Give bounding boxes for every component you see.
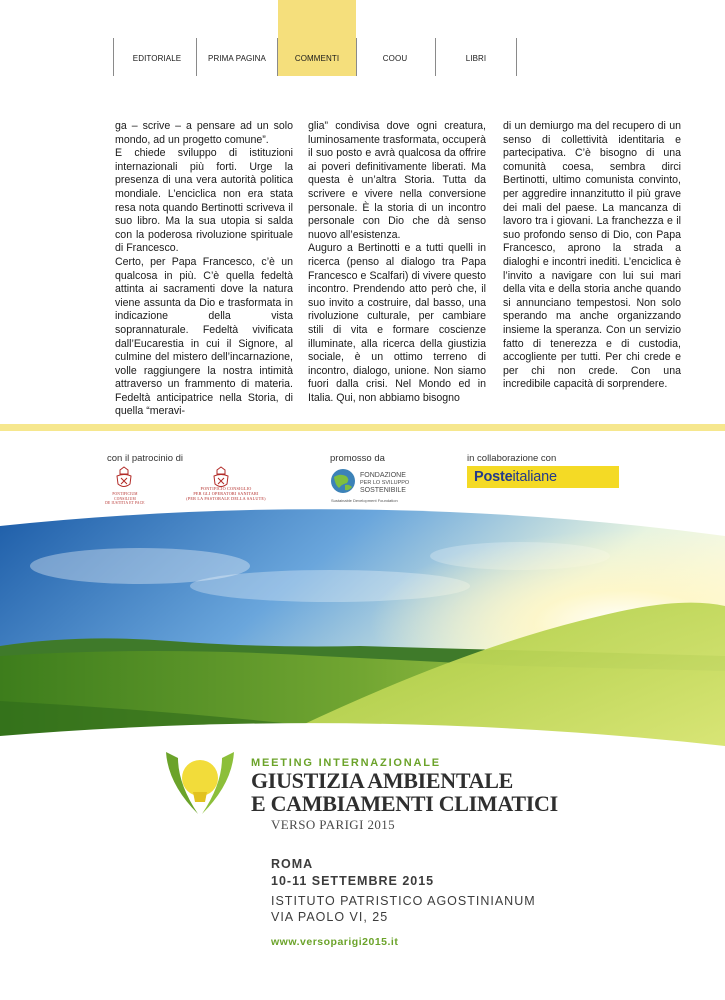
poste-regular: italiane xyxy=(512,469,557,485)
article-column-2 xyxy=(308,120,486,405)
divider-band xyxy=(0,424,725,431)
meeting-subtitle: VERSO PARIGI 2015 xyxy=(271,817,396,832)
poste-italiane-text xyxy=(474,469,557,485)
nav-item-prima-pagina[interactable]: PRIMA PAGINA xyxy=(208,54,266,63)
poste-bold: Poste xyxy=(474,469,513,485)
nav-item-editoriale[interactable]: EDITORIALE xyxy=(132,54,182,63)
meeting-title-line-2: E CAMBIAMENTI CLIMATICI xyxy=(251,791,558,816)
fondazione-line: FONDAZIONE xyxy=(360,472,406,479)
vatican-emblem-icon xyxy=(113,466,135,490)
nav-item-coou[interactable]: COOU xyxy=(382,54,408,63)
nav-item-commenti[interactable]: COMMENTI xyxy=(294,54,340,63)
meeting-intl-label: MEETING INTERNAZIONALE xyxy=(251,757,441,769)
article-column-3 xyxy=(503,120,681,392)
fondazione-line: PER LO SVILUPPO xyxy=(360,479,410,486)
nav-item-libri[interactable]: LIBRI xyxy=(465,54,487,63)
vatican-council-2-line: PER GLI OPERATORI SANITARI xyxy=(193,491,259,496)
meeting-leaf-bulb-icon xyxy=(160,744,240,820)
article-column-1 xyxy=(115,120,293,419)
event-venue-line-2: VIA PAOLO VI, 25 xyxy=(271,910,389,924)
paragraph: Auguro a Bertinotti e a tutti quelli in ricerca (penso al dialogo tra Papa Francesco e Scalfari) di vivere questo incontro. Prendendo atto però che, il suo invito a costruire, dal basso, una rivoluzione culturale, per cambiare stili di vita e formare coscienze illuminate, alla ricerca della giustizia sociale, è un ottimo terreno di incontro, dialogo, unione. Non siamo fuori dalla crisi. Nel Mondo ed in Italia. Qui, non abbiamo bisogno xyxy=(308,242,486,404)
top-nav xyxy=(0,0,725,90)
landscape-banner-image xyxy=(0,496,725,760)
event-venue-line-1: ISTITUTO PATRISTICO AGOSTINIANUM xyxy=(271,894,536,908)
patronage-label: con il patrocinio di xyxy=(107,453,184,464)
paragraph: E chiede sviluppo di istituzioni internazionali più forti. Urge la presenza di una vera autorità politica mondiale. L’enciclica non era stata resa nota quando Bertinotti scriveva il suo libro. Ma la sua utopia si salda con la poderosa rivoluzione spirituale di Francesco. xyxy=(115,147,293,255)
fondazione-line: SOSTENIBILE xyxy=(360,487,406,494)
fondazione-globe-icon xyxy=(330,468,356,494)
event-dates: 10-11 SETTEMBRE 2015 xyxy=(271,874,435,888)
nav-separator xyxy=(113,38,114,76)
paragraph: ga – scrive – a pensare ad un solo mondo, ad un progetto comune”. xyxy=(115,120,293,146)
paragraph: di un demiurgo ma del recupero di un senso di collettività identitaria e partecipativa. C’è bisogno di una comunità coesa, sembra dirci Bertinotti, ultimo comunista convinto, per aggredire innanzitutto il più grave dei mali del paese. La mancanza di lavoro tra i giovani. La franchezza e il suo profondo senso di Dio, con Papa Francesco, aprono la strada a dialoghi e incontri inediti. L’enciclica è l’invito a navigare con lui sui mari della vita e della storia anche quando si annunciano tempestosi. Non solo sperando ma anche organizzando insieme la speranza. Con un servizio fatto di tenerezza e di custodia, accogliente per tutti. Per chi crede e per chi non crede. Con una incredibile capacità di sorprendere. xyxy=(503,120,681,391)
paragraph: glia” condivisa dove ogni creatura, luminosamente trasformata, occuperà il suo posto e avrà qualcosa da offrire ai poveri definitivamente liberati. Ma questa è un’altra Storia. Tutta da scrivere e vivere nella conversione personale. È la storia di un incontro personale con Dio che dà senso nuovo all’esistenza. xyxy=(308,120,486,241)
event-website-link[interactable]: www.versoparigi2015.it xyxy=(271,936,399,948)
vatican-council-2-line: PONTIFICIO CONSIGLIO xyxy=(200,486,252,491)
meeting-title-line-1: GIUSTIZIA AMBIENTALE xyxy=(251,768,513,793)
collaboration-label: in collaborazione con xyxy=(467,453,557,464)
fondazione-name xyxy=(360,472,409,495)
nav-separator xyxy=(516,38,517,76)
promoted-label: promosso da xyxy=(330,453,385,464)
paragraph: Certo, per Papa Francesco, c’è un qualcosa in più. C’è quella fedeltà attinta ai sacramenti dove la natura viene assunta da Dio e trasformata in indicazione della vista soprannaturale. Fedeltà vivificata dall’Eucarestia in cui il Signore, al culmine del mistero dell’incarnazione, volle raggiungere la nostra intimità attraverso un frammento di materia. Fedeltà anticipatrice nella Storia, di quella “meravi- xyxy=(115,255,293,418)
vatican-council-1-line: PONTIFICIUM xyxy=(112,492,138,496)
nav-active-highlight xyxy=(278,0,356,76)
event-city: ROMA xyxy=(271,857,314,871)
